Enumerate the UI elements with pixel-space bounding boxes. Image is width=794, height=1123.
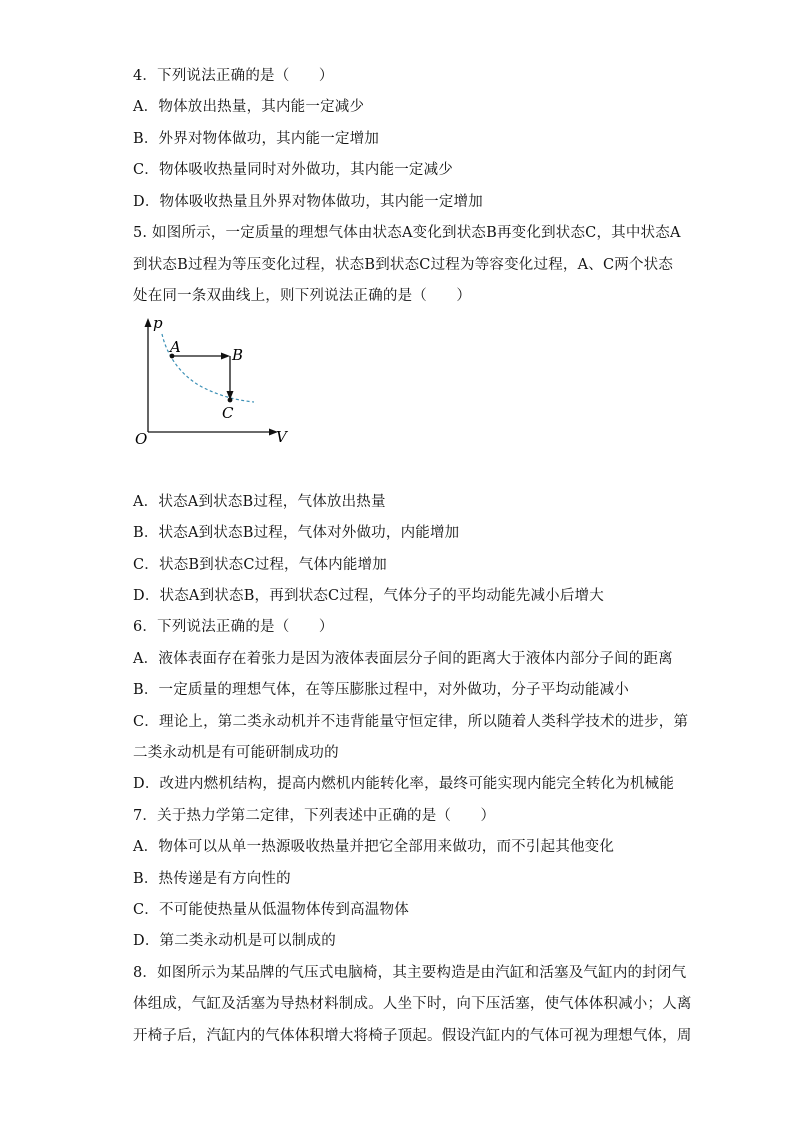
- q4-option-a: A．物体放出热量，其内能一定减少: [133, 99, 365, 115]
- q5-stem-line-2: 到状态B过程为等压变化过程，状态B到状态C过程为等容变化过程，A、C两个状态: [133, 257, 674, 273]
- q6-option-a: A．液体表面存在着张力是因为液体表面层分子间的距离大于液体内部分子间的距离: [133, 651, 673, 667]
- p-axis-arrow: [145, 318, 152, 327]
- q7-option-c: C．不可能使热量从低温物体传到高温物体: [133, 902, 409, 918]
- q6-stem: 6．下列说法正确的是（ ）: [133, 619, 334, 635]
- q4-option-c: C．物体吸收热量同时对外做功，其内能一定减少: [133, 162, 453, 178]
- state-a-label: A: [170, 338, 181, 356]
- q5-option-d: D．状态A到状态B，再到状态C过程，气体分子的平均动能先减小后增大: [133, 588, 604, 604]
- q8-stem-line-2: 体组成，气缸及活塞为导热材料制成。人坐下时，向下压活塞，使气体体积减小；人离: [133, 996, 692, 1012]
- state-c-label: C: [222, 404, 234, 422]
- q5-option-b: B．状态A到状态B过程，气体对外做功，内能增加: [133, 525, 460, 541]
- q4-option-d: D．物体吸收热量且外界对物体做功，其内能一定增加: [133, 194, 483, 210]
- state-b-label: B: [232, 346, 244, 364]
- q4-stem: 4．下列说法正确的是（ ）: [133, 68, 334, 84]
- q8-stem-line-3: 开椅子后，汽缸内的气体体积增大将椅子顶起。假设汽缸内的气体可视为理想气体，周: [133, 1028, 692, 1044]
- q5-option-c: C．状态B到状态C过程，气体内能增加: [133, 557, 387, 573]
- q6-option-b: B．一定质量的理想气体，在等压膨胀过程中，对外做功，分子平均动能减小: [133, 682, 629, 698]
- pv-diagram: [130, 312, 290, 452]
- axis-p-label: p: [153, 314, 163, 332]
- q5-option-a: A．状态A到状态B过程，气体放出热量: [133, 494, 386, 510]
- axis-v-label: V: [276, 428, 287, 446]
- q5-stem-line-1: 5. 如图所示，一定质量的理想气体由状态A变化到状态B再变化到状态C，其中状态A: [133, 225, 681, 241]
- origin-label: O: [135, 430, 148, 448]
- q6-option-c-line-2: 二类永动机是有可能研制成功的: [133, 745, 339, 761]
- q7-stem: 7．关于热力学第二定律，下列表述中正确的是（ ）: [133, 808, 496, 824]
- process-a-to-b-arrow: [221, 353, 230, 360]
- q5-stem-line-3: 处在同一条双曲线上，则下列说法正确的是（ ）: [133, 288, 472, 304]
- q4-option-b: B．外界对物体做功，其内能一定增加: [133, 131, 380, 147]
- q8-stem-line-1: 8．如图所示为某品牌的气压式电脑椅，其主要构造是由汽缸和活塞及气缸内的封闭气: [133, 965, 687, 981]
- q6-option-d: D．改进内燃机结构，提高内燃机内能转化率，最终可能实现内能完全转化为机械能: [133, 776, 675, 792]
- q7-option-b: B．热传递是有方向性的: [133, 871, 291, 887]
- q6-option-c-line-1: C．理论上，第二类永动机并不违背能量守恒定律，所以随着人类科学技术的进步，第: [133, 714, 689, 730]
- state-c-point: [228, 398, 233, 403]
- q7-option-a: A．物体可以从单一热源吸收热量并把它全部用来做功，而不引起其他变化: [133, 839, 615, 855]
- q7-option-d: D．第二类永动机是可以制成的: [133, 933, 336, 949]
